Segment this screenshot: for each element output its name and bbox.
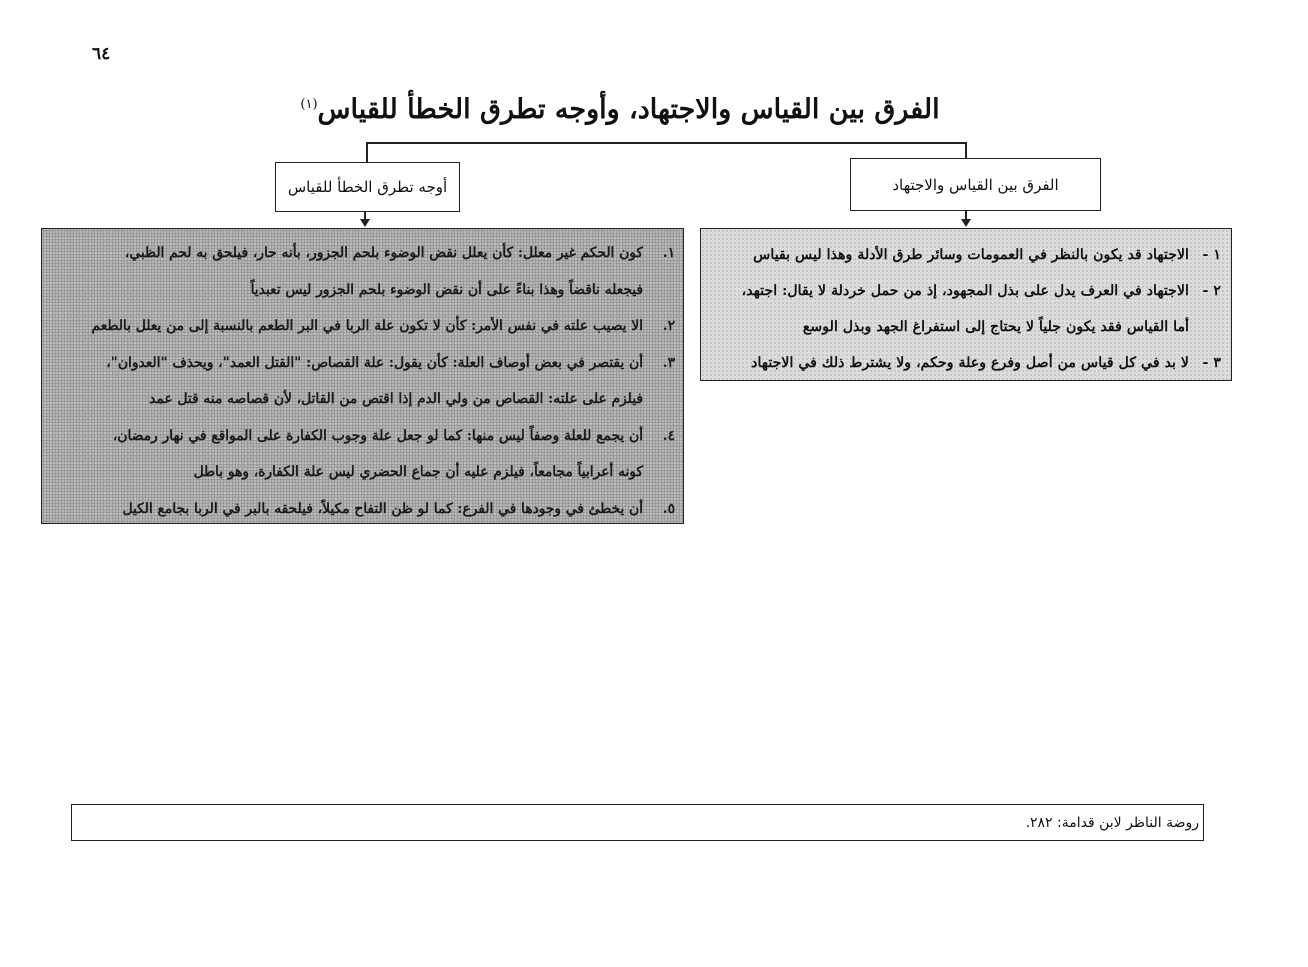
item-text: كون الحكم غير معلل: كأن يعلل نقض الوضوء بلحم الجزور، بأنه حار، فيلحق به لحم الظبي،	[124, 245, 643, 261]
item-number: ١ -	[1202, 247, 1221, 263]
item-number: ٣ -	[1202, 355, 1221, 371]
item-number: ٢.	[662, 318, 675, 334]
item-text: أن يقتصر في بعض أوصاف العلة: كأن يقول: علة القصاص: "القتل العمد"، ويحذف "العدوان"،	[106, 354, 643, 371]
item-number: ٣.	[662, 354, 675, 371]
item-text: لا بد في كل قياس من أصل وفرع وعلة وحكم، ولا يشترط ذلك في الاجتهاد	[751, 355, 1189, 371]
list-item	[50, 418, 675, 455]
list-item	[50, 308, 675, 345]
list-item	[709, 273, 1221, 309]
heading-box-difference	[850, 158, 1101, 211]
footnote-box	[71, 804, 1204, 841]
connector-left-top	[366, 142, 368, 162]
difference-list-box	[700, 228, 1232, 381]
item-text: الاجتهاد في العرف يدل على بذل المجهود، إذ من حمل خردلة لا يقال: اجتهد،	[741, 283, 1189, 299]
heading-box-error-ways	[275, 162, 460, 212]
heading-difference: الفرق بين القياس والاجتهاد	[892, 175, 1059, 194]
item-number: ١.	[662, 245, 675, 261]
footnote-text: روضة الناظر لابن قدامة: ٢٨٢.	[1025, 814, 1199, 831]
item-text: الا يصيب علته في نفس الأمر: كأن لا تكون علة الربا في البر الطعم بالنسبة إلى من يعلل بالطعم	[91, 318, 643, 334]
item-number: ٥.	[662, 500, 675, 517]
list-item	[709, 345, 1221, 381]
page-number: ٦٤	[92, 44, 111, 64]
item-text: أن يخطئ في وجودها في الفرع: كما لو ظن التفاح مكيلاً، فيلحقه بالبر في الربا بجامع الكيل	[122, 500, 643, 517]
title-text: الفرق بين القياس والاجتهاد، وأوجه تطرق الخطأ للقياس	[317, 94, 940, 125]
list-item	[50, 491, 675, 528]
page-title	[300, 94, 940, 125]
item-number: ٢ -	[1202, 283, 1221, 299]
heading-error-ways: أوجه تطرق الخطأ للقياس	[287, 178, 448, 196]
error-ways-list-box	[41, 228, 684, 524]
item-continuation: فيجعله ناقضاً وهذا بناءً على أن نقض الوضوء بلحم الجزور ليس تعبدياً	[250, 281, 643, 298]
footnote-ref: (١)	[300, 97, 318, 112]
item-continuation: أما القياس فقد يكون جلياً لا يحتاج إلى استفراغ الجهد وبذل الوسع	[802, 319, 1189, 335]
connector-horizontal	[366, 142, 966, 144]
item-text: الاجتهاد قد يكون بالنظر في العمومات وسائر طرق الأدلة وهذا ليس بقياس	[753, 247, 1189, 263]
item-continuation: كونه أعرابياً مجامعاً، فيلزم عليه أن جماع الحضري ليس علة الكفارة، وهو باطل	[193, 464, 643, 480]
list-item	[50, 235, 675, 272]
arrow-right-down	[961, 219, 971, 227]
item-continuation: فيلزم على علته: القصاص من ولي الدم إذا اقتص من القاتل، لأن قصاصه منه قتل عمد	[149, 391, 643, 407]
arrow-left-down	[360, 219, 370, 227]
item-text: أن يجمع للعلة وصفاً ليس منها: كما لو جعل علة وجوب الكفارة على المواقع في نهار رمضان،	[112, 427, 643, 444]
list-item	[50, 345, 675, 382]
list-item	[709, 237, 1221, 273]
connector-right-top	[965, 142, 967, 158]
item-number: ٤.	[662, 427, 675, 444]
